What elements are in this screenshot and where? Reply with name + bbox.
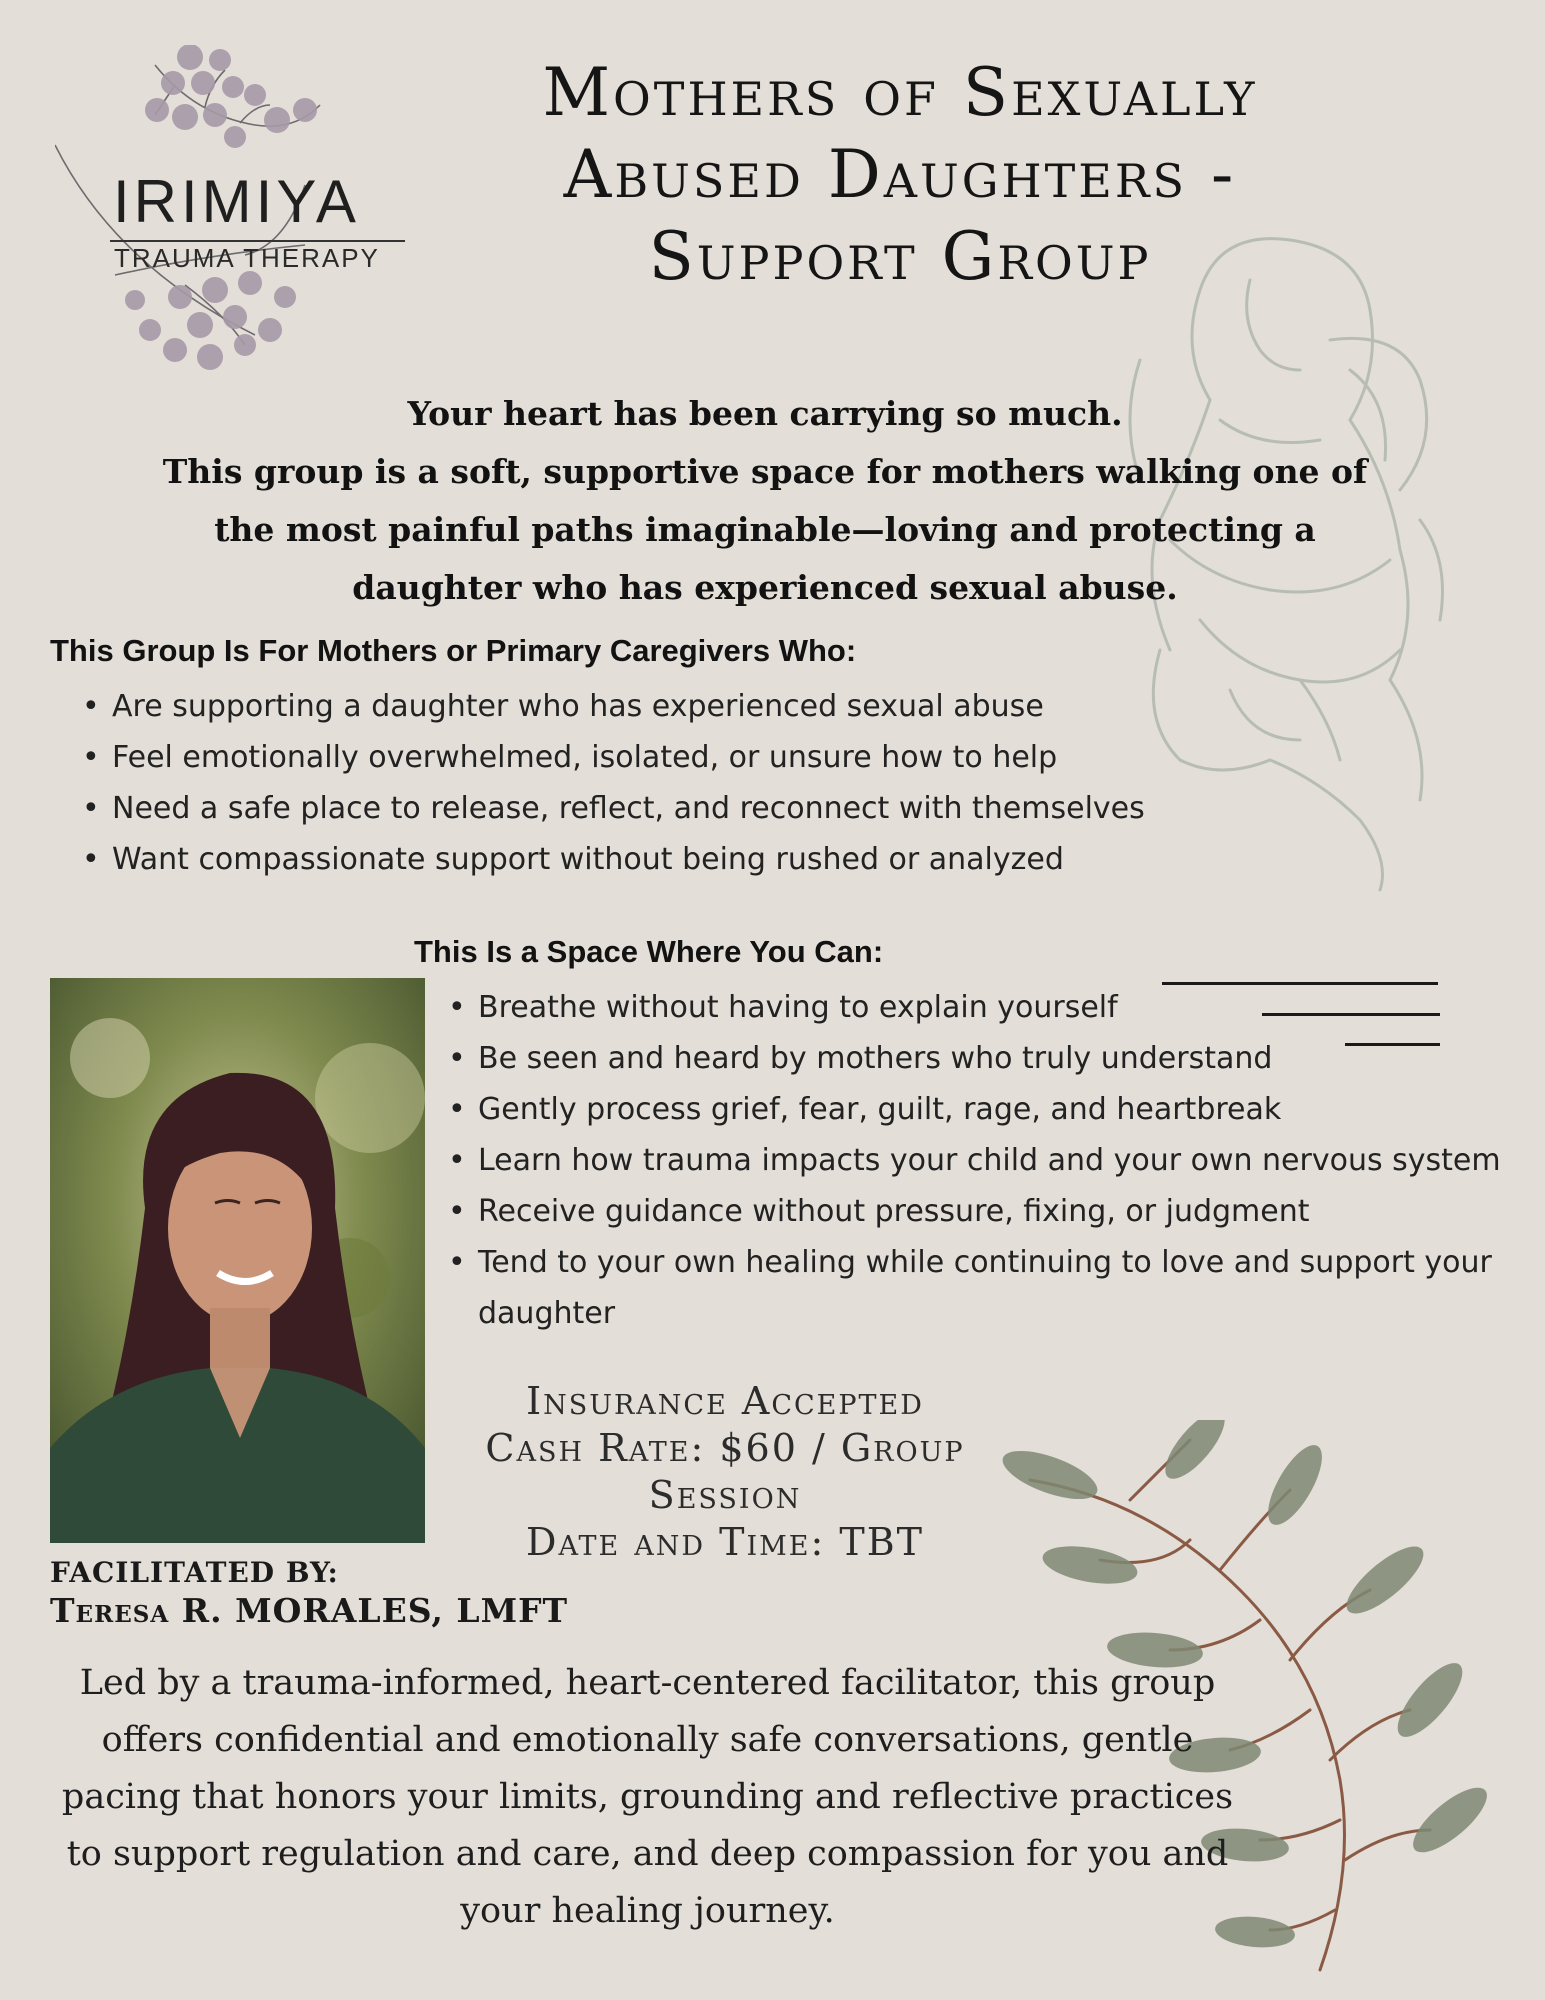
list-item: • Want compassionate support without being rushed or analyzed [80, 834, 1145, 885]
logo-tagline: TRAUMA THERAPY [114, 243, 380, 273]
cash-rate-text: Cash Rate: $60 / Group Session [485, 1426, 965, 1517]
list-item: • Tend to your own healing while continuing to love and support your daughter [446, 1237, 1526, 1339]
intro-section [95, 385, 1435, 617]
facilitator-portrait [50, 978, 425, 1543]
logo-name: IRIMIYA [113, 168, 360, 235]
decorative-line [1345, 1043, 1440, 1046]
intro-lead: Your heart has been carrying so much. [407, 394, 1123, 433]
group-for-list [80, 681, 1145, 885]
space-list [446, 982, 1526, 1339]
logo-divider [110, 240, 405, 242]
list-item: • Breathe without having to explain yourself [446, 982, 1526, 1033]
decorative-line [1162, 982, 1438, 985]
intro-body: This group is a soft, supportive space for mothers walking one of the most painful paths imaginable—loving and protecting a daughter who has experienced sexual abuse. [162, 452, 1368, 607]
facilitator-name: Teresa R. MORALES, LMFT [50, 1591, 569, 1630]
list-item: • Feel emotionally overwhelmed, isolated, or unsure how to help [80, 732, 1145, 783]
closing-paragraph: Led by a trauma-informed, heart-centered facilitator, this group offers confidential and emotionally safe conversations, gentle pacing that honors your limits, grounding and reflective practices to support regulation and care, and deep compassion for you and your healing journey. [61, 1663, 1234, 1931]
facilitated-by-label: FACILITATED BY: [50, 1556, 339, 1589]
list-item: • Learn how trauma impacts your child and your own nervous system [446, 1135, 1526, 1186]
insurance-text: Insurance Accepted [526, 1379, 924, 1423]
decorative-line [1262, 1013, 1440, 1016]
list-item: • Are supporting a daughter who has experienced sexual abuse [80, 681, 1145, 732]
list-item: • Gently process grief, fear, guilt, rage, and heartbreak [446, 1084, 1526, 1135]
date-time-text: Date and Time: TBT [525, 1520, 924, 1564]
page-title: Mothers of Sexually Abused Daughters - Support Group [542, 54, 1258, 295]
list-item: • Need a safe place to release, reflect, and reconnect with themselves [80, 783, 1145, 834]
space-heading: This Is a Space Where You Can: [414, 934, 884, 969]
session-info [440, 1378, 1010, 1566]
list-item: • Receive guidance without pressure, fixing, or judgment [446, 1186, 1526, 1237]
list-item: • Be seen and heard by mothers who truly understand [446, 1033, 1526, 1084]
group-for-heading: This Group Is For Mothers or Primary Caregivers Who: [50, 633, 857, 668]
